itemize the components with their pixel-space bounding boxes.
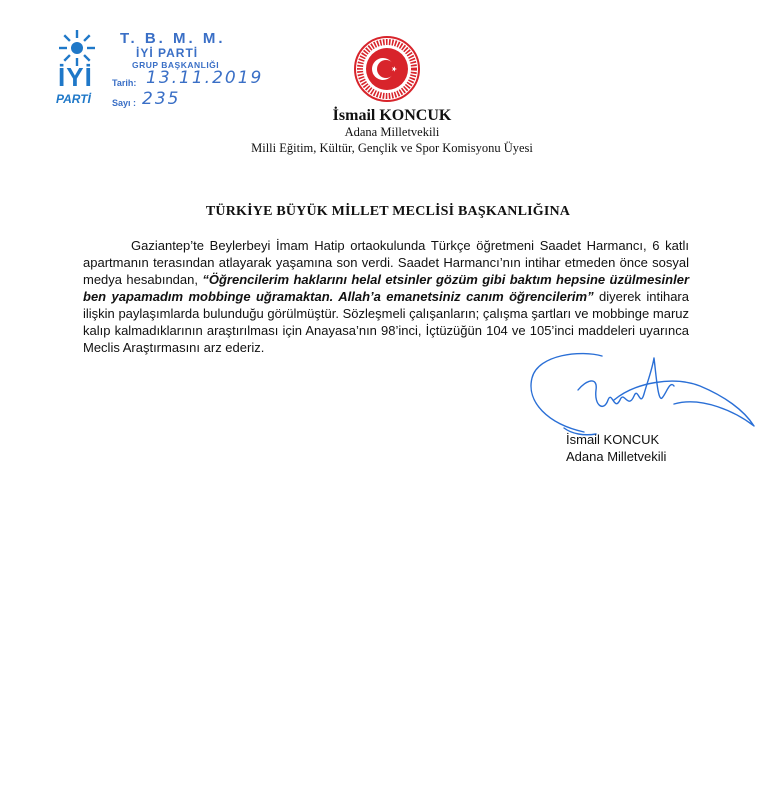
document-heading: TÜRKİYE BÜYÜK MİLLET MECLİSİ BAŞKANLIĞINA [205,204,571,219]
body-quote: “Öğrencilerim haklarını helal etsinler gözüm gibi baktım hepsine üzülmesinler ben yapamadım mobbinge uğramaktan. Allah’a emanetsiniz canım öğrencilerim” [83,272,690,304]
sender-committee: Milli Eğitim, Kültür, Gençlik ve Spor Komisyonu Üyesi [251,141,533,155]
stamp-group: GRUP BAŞKANLIĞI [132,60,220,70]
stamp-date-value: 13.11.2019 [146,68,264,88]
tbmm-emblem-icon [354,36,420,102]
sender-name: İsmail KONCUK [332,107,452,124]
party-logo-text: İYİ [58,62,93,92]
stamp-title: T. B. M. M. [120,30,226,47]
party-logo-subtext: PARTİ [56,92,91,106]
signature-name: İsmail KONCUK [566,432,660,447]
body-paragraph [83,237,689,356]
stamp-party: İYİ PARTİ [136,46,199,60]
stamp-number-value: 235 [142,89,181,109]
body-rest: diyerek intihara ilişkin paylaşımlarda bulunduğu görülmüştür. Sözleşmeli çalışanların; çalışma şartları ve mobbinge maruz kalıp kalmadıklarının araştırılması için Anayasa’nın 98’inci, İçtüzüğün 104 ve 105’inci maddeleri uyarınca Meclis Araştırmasını arz ederiz. [83,289,689,355]
stamp-date-label: Tarih: [112,78,137,88]
sender-title: Adana Milletvekili [344,125,440,139]
signature-title: Adana Milletvekili [566,449,667,464]
stamp-number-label: Sayı : [112,98,137,108]
body-intro: Gaziantep’te Beylerbeyi İmam Hatip ortaokulunda Türkçe öğretmeni Saadet Harmancı, 6 katlı apartmanın terasından atlayarak yaşamına son verdi. Saadet Harmancı’nın intihar etmeden önce sosyal medya hesabından, [83,238,689,287]
